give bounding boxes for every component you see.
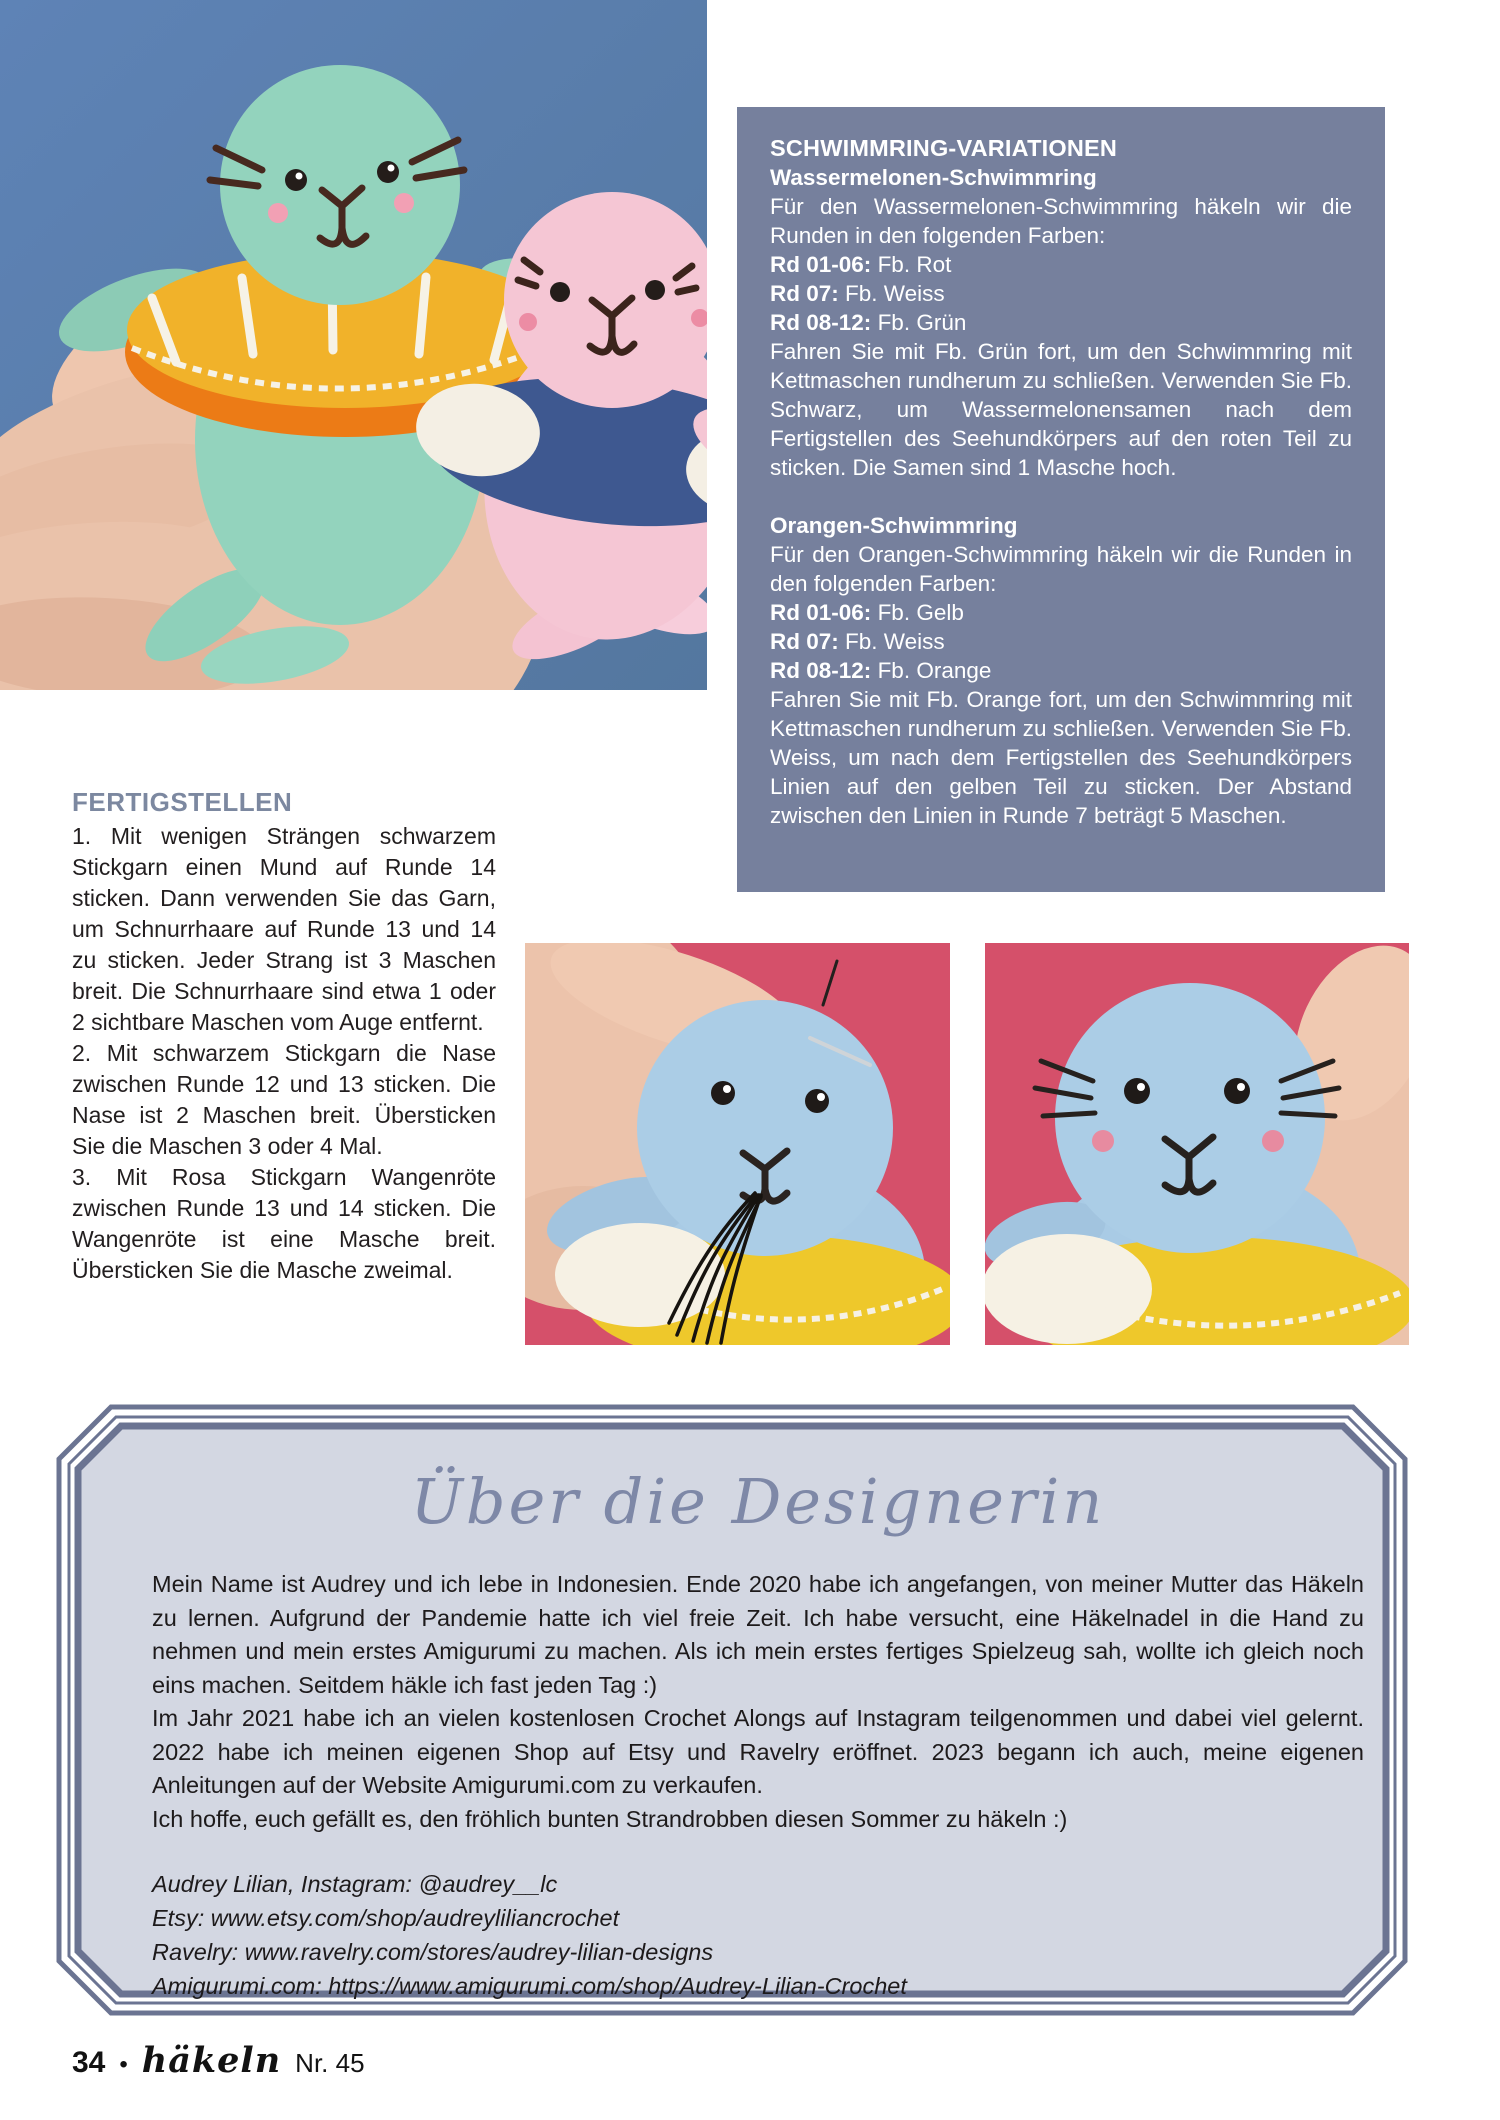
round-label: Rd 08-12: — [770, 658, 872, 683]
bio-paragraph-1: Mein Name ist Audrey und ich lebe in Indonesien. Ende 2020 habe ich angefangen, von meiner Mutter das Häkeln zu lernen. Aufgrund der Pandemie hatte ich viel freie Zeit. Ich habe versucht, eine Häkelnadel in die Hand zu nehmen und mein erstes Amigurumi zu machen. Als ich mein erstes fertiges Spielzeug sah, wollte ich gleich noch eins machen. Seitdem häkle ich fast jeden Tag :) — [152, 1571, 1364, 1698]
bio-paragraph-3: Ich hoffe, euch gefällt es, den fröhlich bunten Strandrobben diesen Sommer zu häkeln :) — [152, 1805, 1068, 1832]
round-line — [770, 308, 1352, 337]
photo-seal-face-illustration — [985, 943, 1409, 1345]
watermelon-outro: Fahren Sie mit Fb. Grün fort, um den Schwimmring mit Kettmaschen rundherum zu schließen. Verwenden Sie Fb. Schwarz, um Wassermelonensamen nach dem Fertigstellen des Seehundkörpers auf den roten Teil zu sticken. Die Samen sind 1 Masche hoch. — [770, 339, 1352, 480]
watermelon-intro: Für den Wassermelonen-Schwimmring häkeln wir die Runden in den folgenden Farben: — [770, 194, 1352, 248]
round-label: Rd 01-06: — [770, 600, 872, 625]
designer-section — [152, 1436, 1364, 2003]
round-line — [770, 627, 1352, 656]
magazine-name: häkeln — [141, 2040, 282, 2081]
photo-two-seals-illustration — [0, 0, 707, 690]
page-footer — [72, 2040, 365, 2081]
round-value: Fb. Gelb — [877, 600, 964, 625]
swim-ring-variations-box — [737, 107, 1385, 892]
finishing-section — [72, 786, 496, 1286]
finishing-heading: FERTIGSTELLEN — [72, 787, 293, 817]
finishing-step-1: 1. Mit wenigen Strängen schwarzem Stickgarn einen Mund auf Runde 14 sticken. Dann verwenden Sie das Garn, um Schnurrhaare auf Runde 13 und 14 zu sticken. Jeder Strang ist 3 Maschen breit. Die Schnurrhaare sind etwa 1 oder 2 sichtbare Maschen vom Auge entfernt. — [72, 823, 496, 1035]
round-line — [770, 279, 1352, 308]
round-value: Fb. Weiss — [845, 629, 945, 654]
bio-paragraph-2: Im Jahr 2021 habe ich an vielen kostenlosen Crochet Alongs auf Instagram teilgenommen und dabei viel gelernt. 2022 habe ich meinen eigenen Shop auf Etsy und Ravelry eröffnet. 2023 begann ich auch, meine eigenen Anleitungen auf der Website Amigurumi.com zu verkaufen. — [152, 1705, 1364, 1798]
link-instagram: Audrey Lilian, Instagram: @audrey__lc — [152, 1871, 558, 1897]
round-value: Fb. Grün — [877, 310, 967, 335]
link-ravelry: Ravelry: www.ravelry.com/stores/audrey-lilian-designs — [152, 1939, 714, 1965]
round-value: Fb. Rot — [877, 252, 952, 277]
footer-bullet: • — [119, 2051, 128, 2078]
page-number: 34 — [72, 2046, 106, 2079]
orange-intro: Für den Orangen-Schwimmring häkeln wir die Runden in den folgenden Farben: — [770, 542, 1352, 596]
round-line — [770, 598, 1352, 627]
info-box-title: SCHWIMMRING-VARIATIONEN — [770, 135, 1118, 161]
designer-bio — [152, 1568, 1364, 1836]
photo-seal-embroidery-illustration — [525, 943, 950, 1345]
finishing-step-3: 3. Mit Rosa Stickgarn Wangenröte zwischen Runde 13 und 14 sticken. Die Wangenröte ist eine Masche breit. Übersticken Sie die Masche zweimal. — [72, 1164, 496, 1283]
round-label: Rd 08-12: — [770, 310, 872, 335]
photo-two-seals — [0, 0, 707, 690]
round-label: Rd 01-06: — [770, 252, 872, 277]
photo-seal-face — [985, 943, 1409, 1345]
round-value: Fb. Orange — [877, 658, 992, 683]
orange-heading: Orangen-Schwimmring — [770, 513, 1018, 538]
designer-title: Über die Designerin — [410, 1465, 1106, 1538]
round-label: Rd 07: — [770, 281, 839, 306]
round-line — [770, 250, 1352, 279]
orange-outro: Fahren Sie mit Fb. Orange fort, um den Schwimmring mit Kettmaschen rundherum zu schließen. Verwenden Sie Fb. Weiss, um nach dem Fertigstellen des Seehundkörpers Linien auf den gelben Teil zu sticken. Der Abstand zwischen den Linien in Runde 7 beträgt 5 Maschen. — [770, 687, 1352, 828]
designer-links — [152, 1867, 1364, 2003]
watermelon-heading: Wassermelonen-Schwimmring — [770, 165, 1097, 190]
round-line — [770, 656, 1352, 685]
issue-number: Nr. 45 — [295, 2048, 365, 2078]
link-etsy: Etsy: www.etsy.com/shop/audreyliliancrochet — [152, 1905, 620, 1931]
finishing-step-2: 2. Mit schwarzem Stickgarn die Nase zwischen Runde 12 und 13 sticken. Die Nase ist 2 Maschen breit. Übersticken Sie die Maschen 3 oder 4 Mal. — [72, 1040, 496, 1159]
link-amigurumi: Amigurumi.com: https://www.amigurumi.com/shop/Audrey-Lilian-Crochet — [152, 1973, 907, 1999]
photo-seal-embroidery — [525, 943, 950, 1345]
round-value: Fb. Weiss — [845, 281, 945, 306]
round-label: Rd 07: — [770, 629, 839, 654]
